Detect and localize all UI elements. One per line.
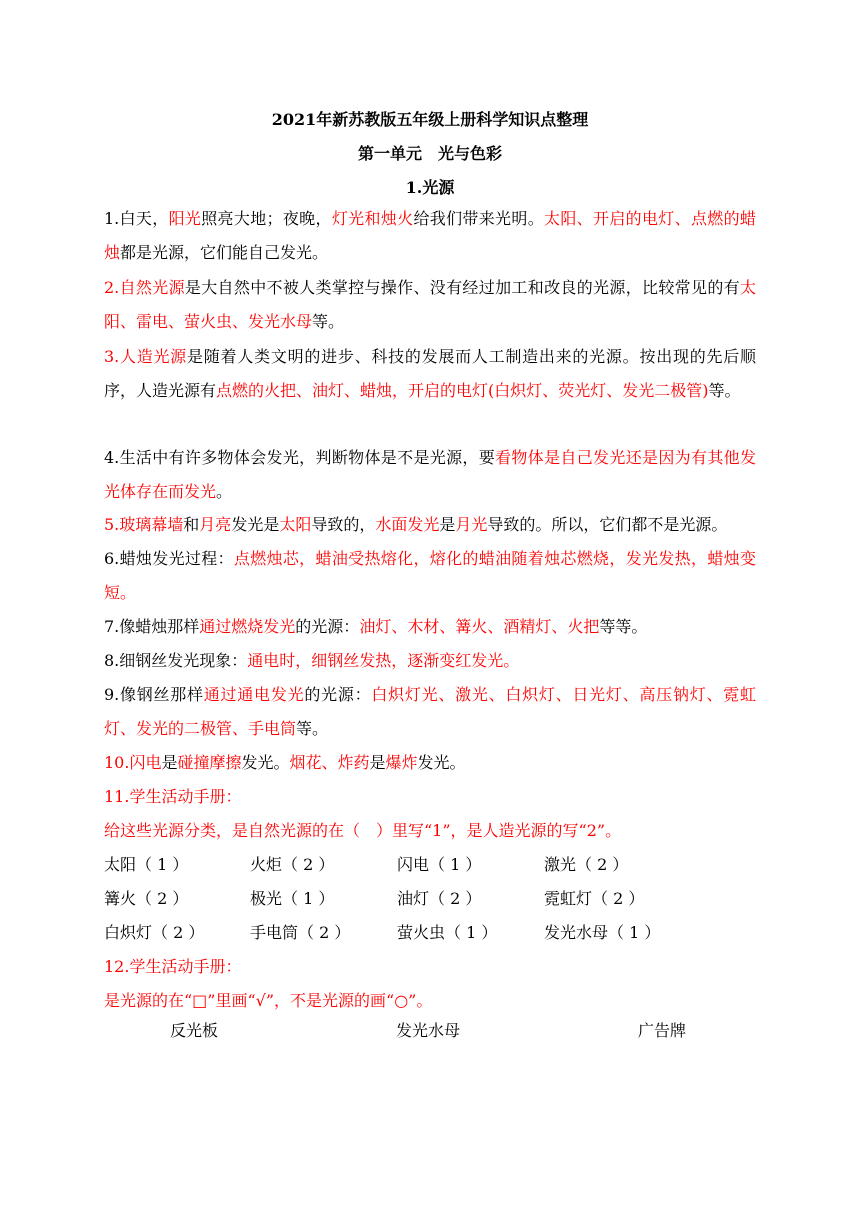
point-3-text: 是随着人类文明的进步、科技的发展而人工制造出来的光源。按出现的先后顺序，人造光源有 [104,347,756,400]
grid-item: 火炬（ 2 ） [250,855,335,874]
lesson-title: 1.光源 [405,178,455,197]
point-1-highlight: 太阳、开启的电灯、点燃的蜡烛 [104,209,756,262]
point-7-highlight: 通过燃烧发光 [199,617,296,636]
point-3-highlight: 点燃的火把、油灯、蜡烛，开启的电灯(白炽灯、荧光灯、发光二极管) [216,381,709,400]
activity-11-grid [104,848,724,950]
grid-item: 萤火虫（ 1 ） [397,923,498,942]
point-8 [104,644,756,678]
point-1-text: 给我们带来光明。 [413,209,545,228]
point-9 [104,678,756,746]
point-7 [104,610,756,644]
grid-item: 白炽灯（ 2 ） [104,923,205,942]
point-6-highlight: 点燃烛芯，蜡油受热熔化，熔化的蜡油随着烛芯燃烧，发光发热，蜡烛变短。 [104,549,756,602]
grid-item: 发光水母（ 1 ） [544,923,661,942]
point-1 [104,202,756,270]
grid-item: 油灯（ 2 ） [397,889,482,908]
point-5-text: 导致的， [311,515,376,534]
point-5-text: 导致的。所以，它们都不是光源。 [487,515,728,534]
activity-11-instruction: 给这些光源分类，是自然光源的在（ ）里写“1”，是人造光源的写“2”。 [104,821,622,840]
point-4-highlight: 看物体是自己发光还是因为有其他发光体存在而发光 [104,448,756,501]
point-10-highlight: 碰撞摩擦 [177,753,242,772]
point-3 [104,340,756,408]
point-7-text: 等等。 [599,617,648,636]
point-7-text: 7.像蜡烛那样 [104,617,200,636]
point-2-highlight: 太阳、雷电、萤火虫、发光水母 [104,278,756,331]
point-10-text: 是 [369,753,386,772]
point-7-highlight: 油灯、木材、篝火、酒精灯、火把 [359,617,600,636]
point-10 [104,746,756,780]
point-3-text: 等。 [708,381,741,400]
document-title: 2021年新苏教版五年级上册科学知识点整理 [271,110,589,129]
grid-item: 激光（ 2 ） [544,855,629,874]
point-10-text: 发光。 [417,753,466,772]
point-1-highlight: 阳光 [168,209,202,228]
point-2-text: 是大自然中不被人类掌控与操作、没有经过加工和改良的光源，比较常见的有 [184,278,740,297]
activity-12-heading: 12.学生活动手册： [104,957,242,976]
point-10-text: 发光。 [241,753,290,772]
point-5 [104,508,784,542]
activity-11-heading: 11.学生活动手册： [104,787,242,806]
activity-12-instruction: 是光源的在“□”里画“√”，不是光源的画“○”。 [104,991,433,1010]
point-4-text: 4.生活中有许多物体会发光，判断物体是不是光源，要 [104,448,496,467]
point-3-term: 3.人造光源 [104,347,188,366]
point-1-highlight: 灯光和烛火 [331,209,414,228]
point-9-text: 9.像钢丝那样 [104,685,204,704]
grid-item: 篝火（ 2 ） [104,889,189,908]
grid-item: 极光（ 1 ） [250,889,335,908]
point-6 [104,542,756,610]
point-9-highlight: 白炽灯光、激光、白炽灯、日光灯、高压钠灯、霓虹灯、发光的二极管、手电筒 [104,685,756,738]
point-5-highlight: 水面发光 [375,515,440,534]
point-1-text: 照亮大地；夜晚， [201,209,332,228]
point-2 [104,271,756,339]
image-label-reflector: 反光板 [170,1021,219,1040]
grid-item: 手电筒（ 2 ） [250,923,351,942]
point-5-text: 是 [439,515,456,534]
point-2-text: 等。 [312,312,345,331]
point-9-highlight: 通过通电发光 [203,685,305,704]
point-4 [104,441,756,509]
point-5-highlight: 太阳 [279,515,312,534]
unit-title: 第一单元 光与色彩 [357,144,502,163]
point-4-text: 。 [216,482,233,501]
point-10-highlight: 10.闪电 [104,753,162,772]
point-9-text: 的光源： [304,685,372,704]
grid-item: 霓虹灯（ 2 ） [544,889,645,908]
point-10-highlight: 爆炸 [385,753,418,772]
point-5-highlight: 月光 [455,515,488,534]
point-9-text: 等。 [296,719,329,738]
grid-item: 闪电（ 1 ） [397,855,482,874]
point-6-text: 6.蜡烛发光过程： [104,549,234,568]
point-5-highlight: 5.玻璃幕墙 [104,515,184,534]
point-5-highlight: 月亮 [199,515,232,534]
image-label-billboard: 广告牌 [638,1021,687,1040]
point-1-text: 1.白天， [104,209,169,228]
point-7-text: 的光源： [295,617,360,636]
point-8-text: 8.细钢丝发光现象： [104,651,248,670]
point-10-highlight: 烟花、炸药 [289,753,370,772]
point-2-term: 2.自然光源 [104,278,185,297]
point-1-text: 都是光源，它们能自己发光。 [120,243,329,262]
image-label-jellyfish: 发光水母 [396,1021,461,1040]
point-5-text: 和 [183,515,200,534]
point-10-text: 是 [161,753,178,772]
grid-item: 太阳（ 1 ） [104,855,189,874]
point-5-text: 发光是 [231,515,280,534]
point-8-highlight: 通电时，细钢丝发热，逐渐变红发光。 [247,651,520,670]
